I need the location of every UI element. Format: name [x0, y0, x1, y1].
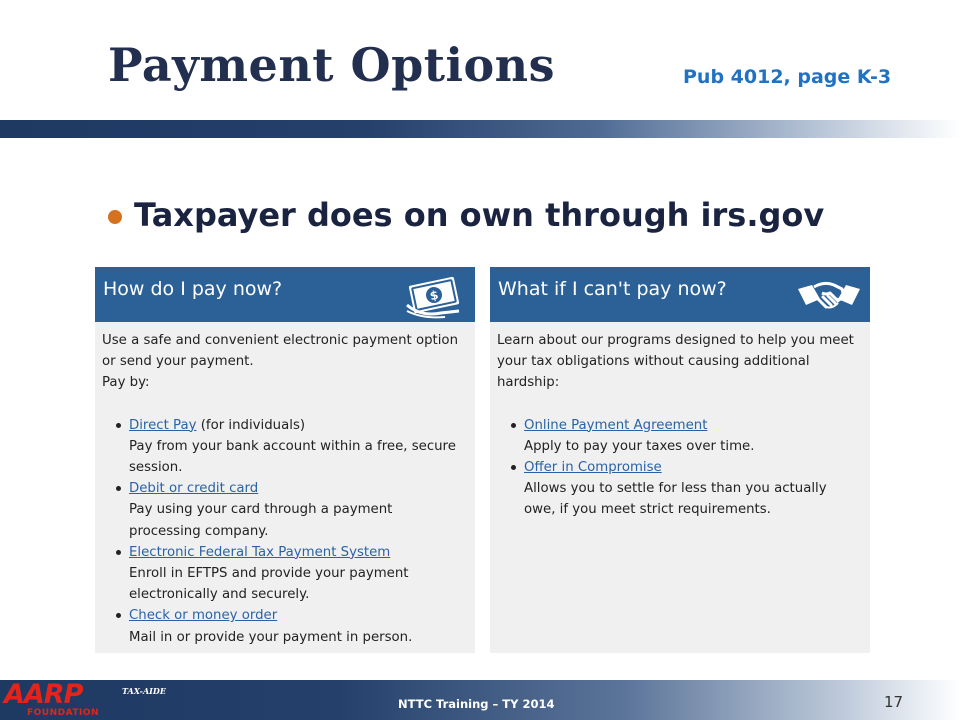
aarp-logo: AARP [4, 679, 83, 710]
bullet-dot-icon [108, 210, 122, 224]
pay-by-label: Pay by: [102, 375, 150, 391]
check-money-order-link[interactable]: Check or money order [129, 608, 278, 624]
list-item [129, 478, 467, 542]
pay-now-panel [95, 267, 475, 653]
aarp-foundation-label: FOUNDATION [27, 708, 100, 718]
cant-pay-intro: Learn about our programs designed to help you meet your tax obligations without causing additional hardship: [497, 333, 854, 391]
cant-pay-header [490, 267, 870, 322]
cant-pay-panel [490, 267, 870, 653]
page-number: 17 [884, 693, 904, 711]
direct-pay-desc: Pay from your bank account within a free, secure session. [129, 438, 456, 476]
tax-aide-label: TAX-AIDE [122, 686, 166, 696]
list-item [524, 415, 862, 457]
check-money-order-desc: Mail in or provide your payment in person. [129, 629, 413, 645]
slide-title: Payment Options [108, 38, 556, 92]
online-payment-agreement-desc: Apply to pay your taxes over time. [524, 438, 755, 454]
main-bullet [108, 196, 824, 234]
handshake-icon [796, 271, 862, 324]
pay-now-title: How do I pay now? [103, 278, 283, 300]
publication-reference: Pub 4012, page K-3 [683, 66, 892, 88]
direct-pay-link[interactable]: Direct Pay [129, 417, 197, 433]
money-icon [401, 271, 467, 324]
list-item [129, 605, 467, 647]
pay-now-header [95, 267, 475, 322]
pay-options-list [102, 415, 467, 648]
footer-training-label: NTTC Training – TY 2014 [398, 697, 555, 711]
relief-options-list [497, 415, 862, 521]
pay-now-intro: Use a safe and convenient electronic payment option or send your payment. [102, 333, 458, 370]
pay-now-body [95, 322, 475, 648]
online-payment-agreement-link[interactable]: Online Payment Agreement [524, 417, 708, 433]
card-payment-link[interactable]: Debit or credit card [129, 481, 259, 497]
cant-pay-body [490, 322, 870, 521]
direct-pay-suffix: (for individuals) [196, 417, 306, 433]
offer-in-compromise-link[interactable]: Offer in Compromise [524, 460, 662, 476]
eftps-link[interactable]: Electronic Federal Tax Payment System [129, 544, 391, 560]
title-divider-band [0, 120, 960, 138]
list-item [129, 415, 467, 479]
offer-in-compromise-desc: Allows you to settle for less than you actually owe, if you meet strict requirements. [524, 481, 827, 518]
svg-text:$: $ [428, 287, 440, 304]
bullet-text: Taxpayer does on own through irs.gov [134, 196, 825, 234]
eftps-desc: Enroll in EFTPS and provide your payment electronically and securely. [129, 566, 409, 603]
list-item [129, 542, 467, 606]
list-item [524, 457, 862, 521]
card-payment-desc: Pay using your card through a payment processing company. [129, 502, 393, 539]
cant-pay-title: What if I can't pay now? [498, 278, 727, 300]
